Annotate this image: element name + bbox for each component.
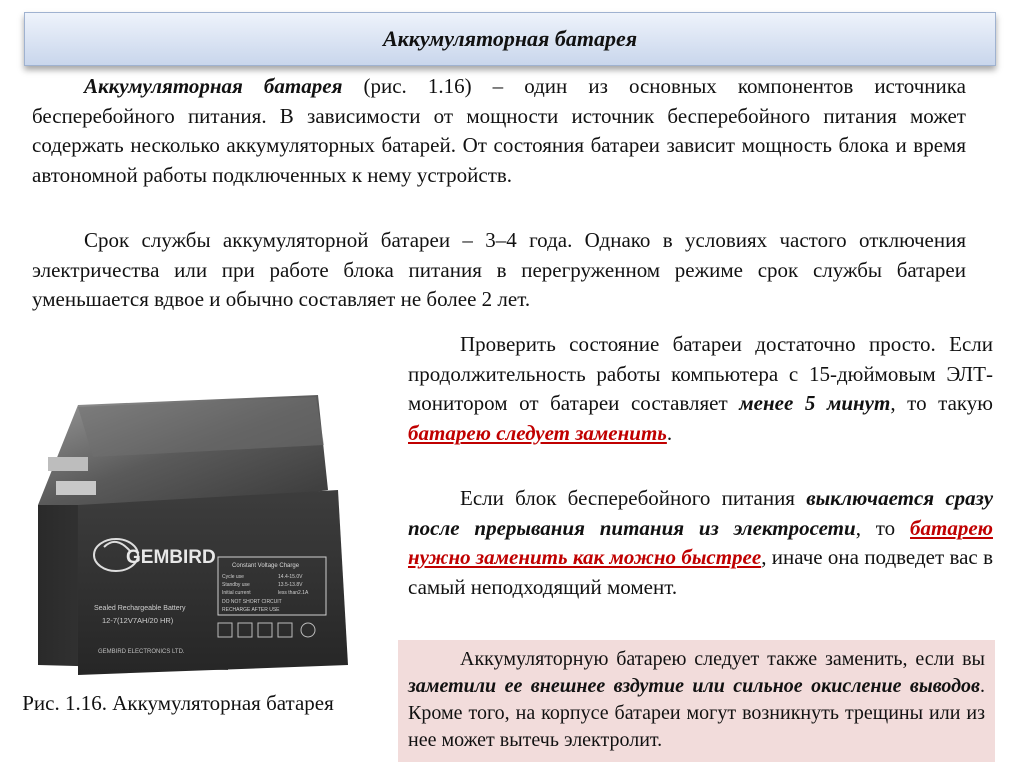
check-text-3: . bbox=[666, 420, 673, 445]
paragraph-replace bbox=[408, 484, 993, 602]
initial-label: Initial current bbox=[222, 590, 251, 596]
check-text-2: , то такую bbox=[890, 391, 993, 415]
paragraph-intro bbox=[32, 72, 966, 190]
standby-value: 13.5-13.8V bbox=[278, 582, 303, 588]
check-warning: батарею следует заменить bbox=[408, 420, 667, 445]
replace-text-2: , то bbox=[855, 515, 911, 540]
cycle-value: 14.4-15.0V bbox=[278, 574, 303, 580]
paragraph-check bbox=[408, 330, 993, 448]
initial-value: less than2.1A bbox=[278, 590, 309, 596]
note-text-1: Аккумуляторную батарею следует также заменить, если вы bbox=[460, 648, 985, 670]
warning-recharge: RECHARGE AFTER USE bbox=[222, 607, 280, 613]
figure-caption: Рис. 1.16. Аккумуляторная батарея bbox=[22, 691, 334, 715]
terminal-negative bbox=[48, 457, 88, 471]
paragraph-service-life: Срок службы аккумуляторной батареи – 3–4 года. Однако в условиях частого отключения электричества или при работе блока питания в перегруженном режиме срок службы батареи уменьшается вдвое и обычно составляет не более 2 лет. bbox=[32, 228, 966, 311]
intro-text: (рис. 1.16) – один из основных компонентов источника бесперебойного питания. В зависимости от мощности источник бесперебойного питания может содержать несколько аккумуляторных батарей. От состояния батареи зависит мощность блока и время автономной работы подключенных к нему устройств. bbox=[32, 74, 966, 187]
note-text-2: . Кроме того, на корпусе батареи могут возникнуть трещины или из нее может вытечь электролит. bbox=[408, 675, 985, 751]
standby-label: Standby use bbox=[222, 582, 250, 588]
battery-maker: GEMBIRD ELECTRONICS LTD. bbox=[98, 649, 185, 655]
check-text-1: Проверить состояние батареи достаточно просто. Если продолжительность работы компьютера с 15-дюймовым ЭЛТ-монитором от батареи составляет bbox=[408, 332, 993, 415]
replace-text-3: , иначе она подведет вас в самый неподходящий момент. bbox=[408, 545, 993, 599]
replace-text-1: Если блок бесперебойного питания bbox=[460, 486, 807, 510]
battery-type-line: Sealed Rechargeable Battery bbox=[94, 605, 186, 612]
battery-photo bbox=[18, 385, 388, 680]
note-emphasis: заметили ее внешнее вздутие или сильное окисление выводов bbox=[408, 675, 980, 697]
term-battery: Аккумуляторная батарея bbox=[84, 74, 343, 98]
battery-front bbox=[78, 490, 348, 675]
slide-title-text: Аккумуляторная батарея bbox=[382, 26, 638, 51]
replace-emphasis: выключается сразу после прерывания питания из электросети bbox=[408, 486, 994, 540]
slide-title bbox=[24, 12, 996, 66]
note-box bbox=[398, 640, 995, 762]
check-emphasis: менее 5 минут bbox=[739, 391, 891, 415]
note-text bbox=[408, 646, 985, 754]
replace-warning: батарею нужно заменить как можно быстрее bbox=[408, 515, 993, 569]
warning-short: DO NOT SHORT CIRCUIT bbox=[222, 599, 282, 605]
battery-illustration bbox=[18, 385, 388, 680]
cycle-label: Cycle use bbox=[222, 574, 244, 580]
terminal-positive bbox=[56, 481, 96, 495]
charge-title: Constant Voltage Charge bbox=[232, 563, 300, 569]
battery-brand: GEMBIRD bbox=[126, 547, 216, 568]
battery-model: 12-7(12V7AH/20 HR) bbox=[102, 616, 174, 625]
